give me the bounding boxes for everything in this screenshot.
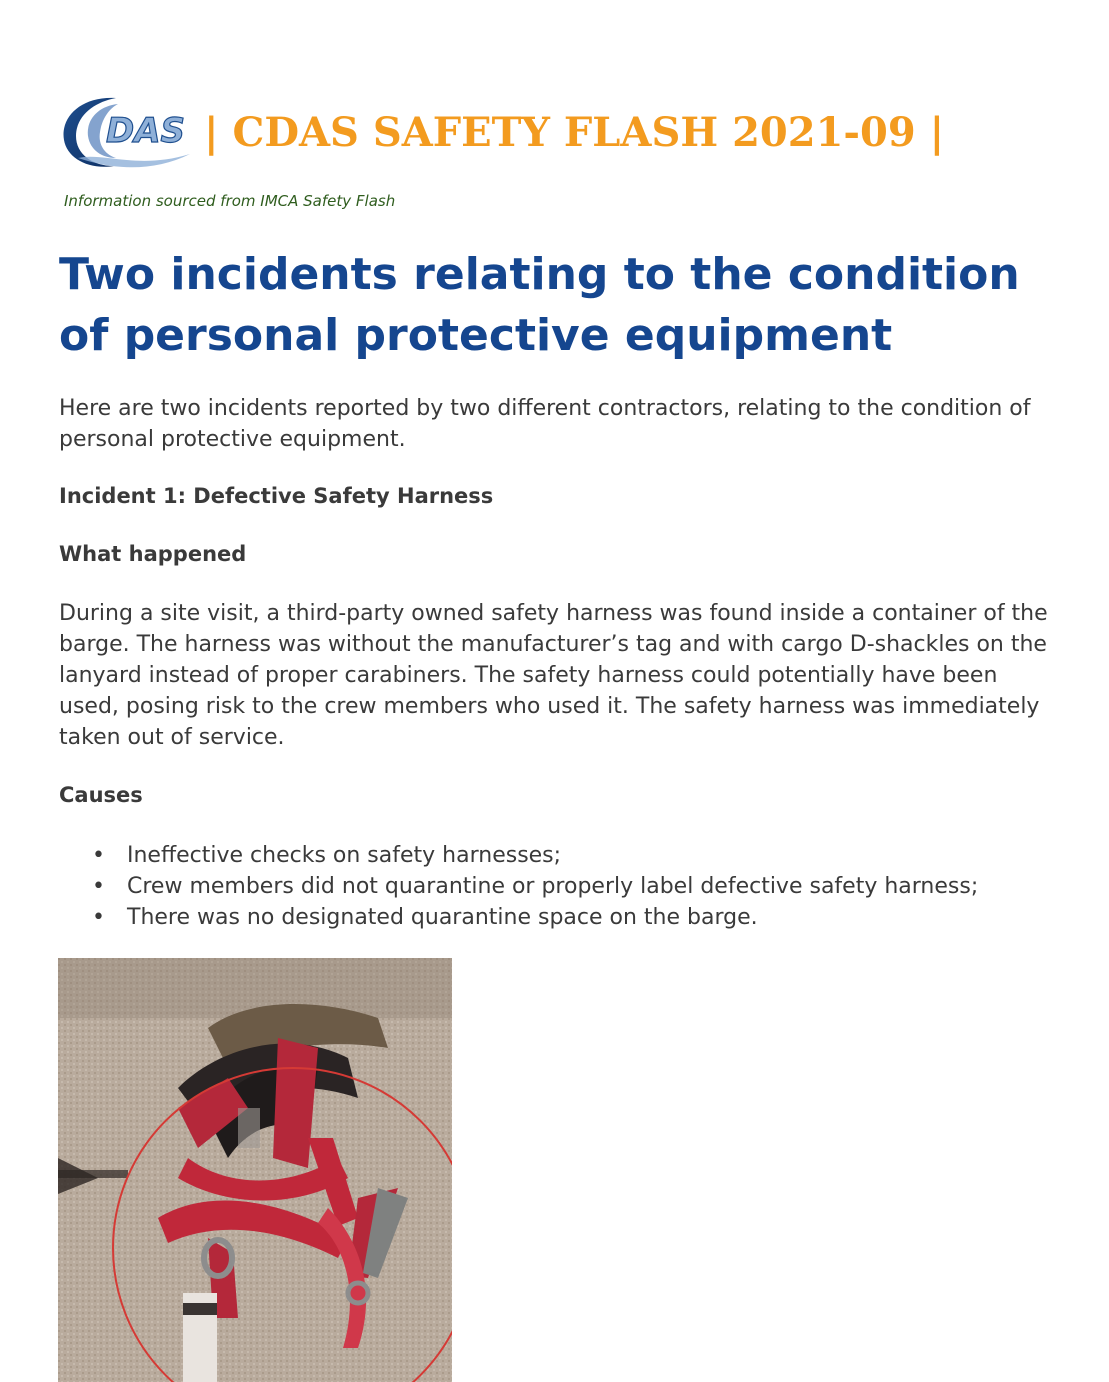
page-title: Two incidents relating to the condition of personal protective equipment	[59, 249, 1020, 361]
cause-text: Crew members did not quarantine or properly label defective safety harness;	[127, 874, 979, 899]
list-item	[92, 840, 978, 871]
cause-text: There was no designated quarantine space on the barge.	[127, 905, 758, 930]
causes-list	[92, 840, 978, 933]
safety-flash-title: | CDAS SAFETY FLASH 2021-09 |	[204, 108, 945, 156]
causes-heading: Causes	[59, 783, 143, 807]
svg-text:DAS: DAS	[106, 111, 186, 151]
bullet-icon: •	[92, 874, 105, 899]
what-happened-paragraph: During a site visit, a third-party owned safety harness was found inside a container of the barge. The harness was without the manufacturer’s tag and with cargo D-shackles on the lanyard instead of proper carabiners. The safety harness could potentially have been used, posing risk to the crew members who used it. The safety harness was immediately taken out of service.	[59, 601, 1048, 750]
harness-photo	[58, 958, 452, 1382]
list-item	[92, 902, 978, 933]
cdas-logo	[58, 92, 198, 172]
bullet-icon: •	[92, 843, 105, 868]
harness-illustration	[58, 958, 452, 1382]
source-note: Information sourced from IMCA Safety Flash	[64, 192, 396, 210]
incident-1-heading: Incident 1: Defective Safety Harness	[59, 484, 494, 508]
bullet-icon: •	[92, 905, 105, 930]
what-happened-heading: What happened	[59, 542, 247, 566]
intro-paragraph: Here are two incidents reported by two different contractors, relating to the condition of personal protective equipment.	[59, 396, 1031, 452]
list-item	[92, 871, 978, 902]
page-header	[58, 92, 944, 172]
cause-text: Ineffective checks on safety harnesses;	[127, 843, 562, 868]
